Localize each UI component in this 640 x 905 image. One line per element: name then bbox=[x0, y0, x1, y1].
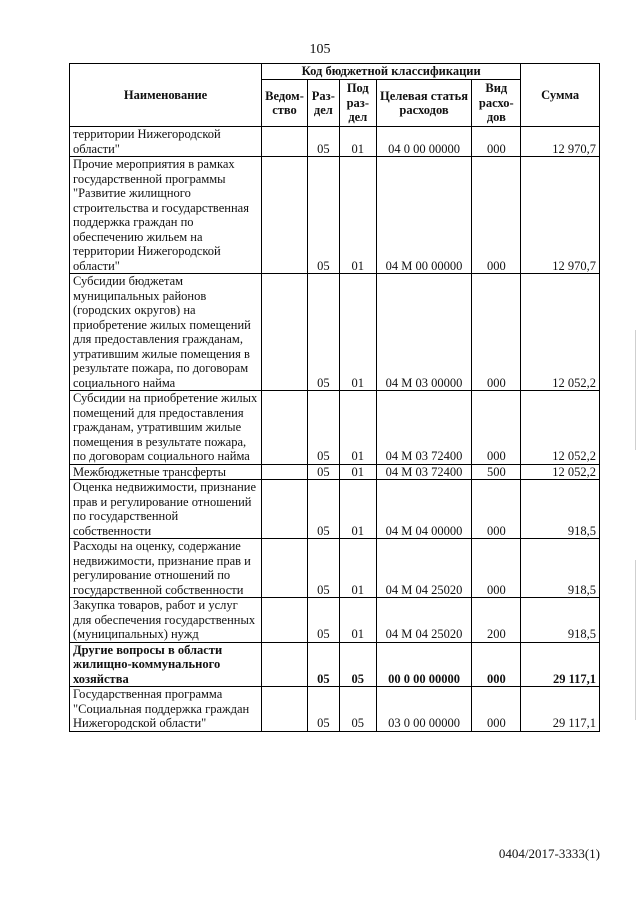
row-name: Субсидии бюджетам муниципальных районов (городских округов) на приобретение жилых помещений для предоставления гражданам, утратившим жилые помещения в результате пожара, по договорам социального найма bbox=[70, 274, 262, 391]
row-subsection: 01 bbox=[339, 480, 376, 539]
row-sum: 12 052,2 bbox=[521, 464, 600, 480]
scan-edge-line bbox=[635, 330, 636, 450]
row-subsection: 01 bbox=[339, 598, 376, 643]
table-row bbox=[70, 480, 600, 539]
row-sum: 12 052,2 bbox=[521, 391, 600, 465]
row-sum: 29 117,1 bbox=[521, 687, 600, 732]
row-subsection: 01 bbox=[339, 127, 376, 157]
row-target-article: 04 М 04 00000 bbox=[376, 480, 472, 539]
table-row bbox=[70, 539, 600, 598]
row-name: Другие вопросы в области жилищно-коммунального хозяйства bbox=[70, 642, 262, 687]
row-department bbox=[262, 464, 308, 480]
row-section: 05 bbox=[307, 391, 339, 465]
row-department bbox=[262, 274, 308, 391]
row-department bbox=[262, 539, 308, 598]
row-sum: 12 970,7 bbox=[521, 127, 600, 157]
row-expense-type: 000 bbox=[472, 391, 521, 465]
row-section: 05 bbox=[307, 157, 339, 274]
row-name: Субсидии на приобретение жилых помещений для предоставления гражданам, утратившим жилые помещения в результате пожара, по договорам социального найма bbox=[70, 391, 262, 465]
table-row bbox=[70, 391, 600, 465]
header-target-article: Целевая статья расходов bbox=[376, 80, 472, 127]
row-name: территории Нижегородской области" bbox=[70, 127, 262, 157]
row-department bbox=[262, 642, 308, 687]
row-expense-type: 500 bbox=[472, 464, 521, 480]
row-target-article: 00 0 00 00000 bbox=[376, 642, 472, 687]
row-section: 05 bbox=[307, 687, 339, 732]
row-subsection: 05 bbox=[339, 642, 376, 687]
row-section: 05 bbox=[307, 480, 339, 539]
row-section: 05 bbox=[307, 642, 339, 687]
row-sum: 918,5 bbox=[521, 539, 600, 598]
row-department bbox=[262, 480, 308, 539]
row-subsection: 01 bbox=[339, 274, 376, 391]
row-target-article: 04 М 04 25020 bbox=[376, 539, 472, 598]
header-classification-code: Код бюджетной классификации bbox=[262, 64, 521, 80]
row-expense-type: 000 bbox=[472, 687, 521, 732]
row-expense-type: 200 bbox=[472, 598, 521, 643]
header-department: Ведом-ство bbox=[262, 80, 308, 127]
row-name: Межбюджетные трансферты bbox=[70, 464, 262, 480]
row-expense-type: 000 bbox=[472, 539, 521, 598]
row-subsection: 05 bbox=[339, 687, 376, 732]
table-row bbox=[70, 642, 600, 687]
row-expense-type: 000 bbox=[472, 157, 521, 274]
row-section: 05 bbox=[307, 274, 339, 391]
row-target-article: 04 М 03 00000 bbox=[376, 274, 472, 391]
row-department bbox=[262, 157, 308, 274]
row-subsection: 01 bbox=[339, 464, 376, 480]
header-subsection: Под раз-дел bbox=[339, 80, 376, 127]
header-name: Наименование bbox=[70, 64, 262, 127]
row-expense-type: 000 bbox=[472, 274, 521, 391]
row-sum: 29 117,1 bbox=[521, 642, 600, 687]
row-subsection: 01 bbox=[339, 539, 376, 598]
row-name: Государственная программа "Социальная поддержка граждан Нижегородской области" bbox=[70, 687, 262, 732]
row-name: Прочие мероприятия в рамках государственной программы "Развитие жилищного строительства и государственная поддержка граждан по обеспечению жильем на территории Нижегородской области" bbox=[70, 157, 262, 274]
row-sum: 12 052,2 bbox=[521, 274, 600, 391]
table-row bbox=[70, 598, 600, 643]
scan-edge-line bbox=[635, 560, 636, 720]
row-expense-type: 000 bbox=[472, 480, 521, 539]
row-target-article: 04 М 04 25020 bbox=[376, 598, 472, 643]
row-department bbox=[262, 598, 308, 643]
row-section: 05 bbox=[307, 127, 339, 157]
row-expense-type: 000 bbox=[472, 642, 521, 687]
row-target-article: 03 0 00 00000 bbox=[376, 687, 472, 732]
row-target-article: 04 М 03 72400 bbox=[376, 391, 472, 465]
table-row bbox=[70, 464, 600, 480]
row-name: Закупка товаров, работ и услуг для обеспечения государственных (муниципальных) нужд bbox=[70, 598, 262, 643]
table-row bbox=[70, 274, 600, 391]
row-sum: 12 970,7 bbox=[521, 157, 600, 274]
row-department bbox=[262, 687, 308, 732]
budget-table bbox=[69, 63, 600, 732]
table-row bbox=[70, 127, 600, 157]
row-target-article: 04 М 00 00000 bbox=[376, 157, 472, 274]
row-target-article: 04 М 03 72400 bbox=[376, 464, 472, 480]
table-row bbox=[70, 687, 600, 732]
header-section: Раз-дел bbox=[307, 80, 339, 127]
row-sum: 918,5 bbox=[521, 598, 600, 643]
row-expense-type: 000 bbox=[472, 127, 521, 157]
row-target-article: 04 0 00 00000 bbox=[376, 127, 472, 157]
row-section: 05 bbox=[307, 598, 339, 643]
row-section: 05 bbox=[307, 464, 339, 480]
document-code: 0404/2017-3333(1) bbox=[498, 846, 600, 861]
row-subsection: 01 bbox=[339, 157, 376, 274]
row-subsection: 01 bbox=[339, 391, 376, 465]
table-row bbox=[70, 157, 600, 274]
row-name: Расходы на оценку, содержание недвижимости, признание прав и регулирование отношений по государственной собственности bbox=[70, 539, 262, 598]
header-expense-type: Вид расхо-дов bbox=[472, 80, 521, 127]
row-department bbox=[262, 127, 308, 157]
header-sum: Сумма bbox=[521, 64, 600, 127]
row-section: 05 bbox=[307, 539, 339, 598]
row-name: Оценка недвижимости, признание прав и регулирование отношений по государственной собственности bbox=[70, 480, 262, 539]
row-sum: 918,5 bbox=[521, 480, 600, 539]
row-department bbox=[262, 391, 308, 465]
page-number: 105 bbox=[309, 42, 331, 57]
